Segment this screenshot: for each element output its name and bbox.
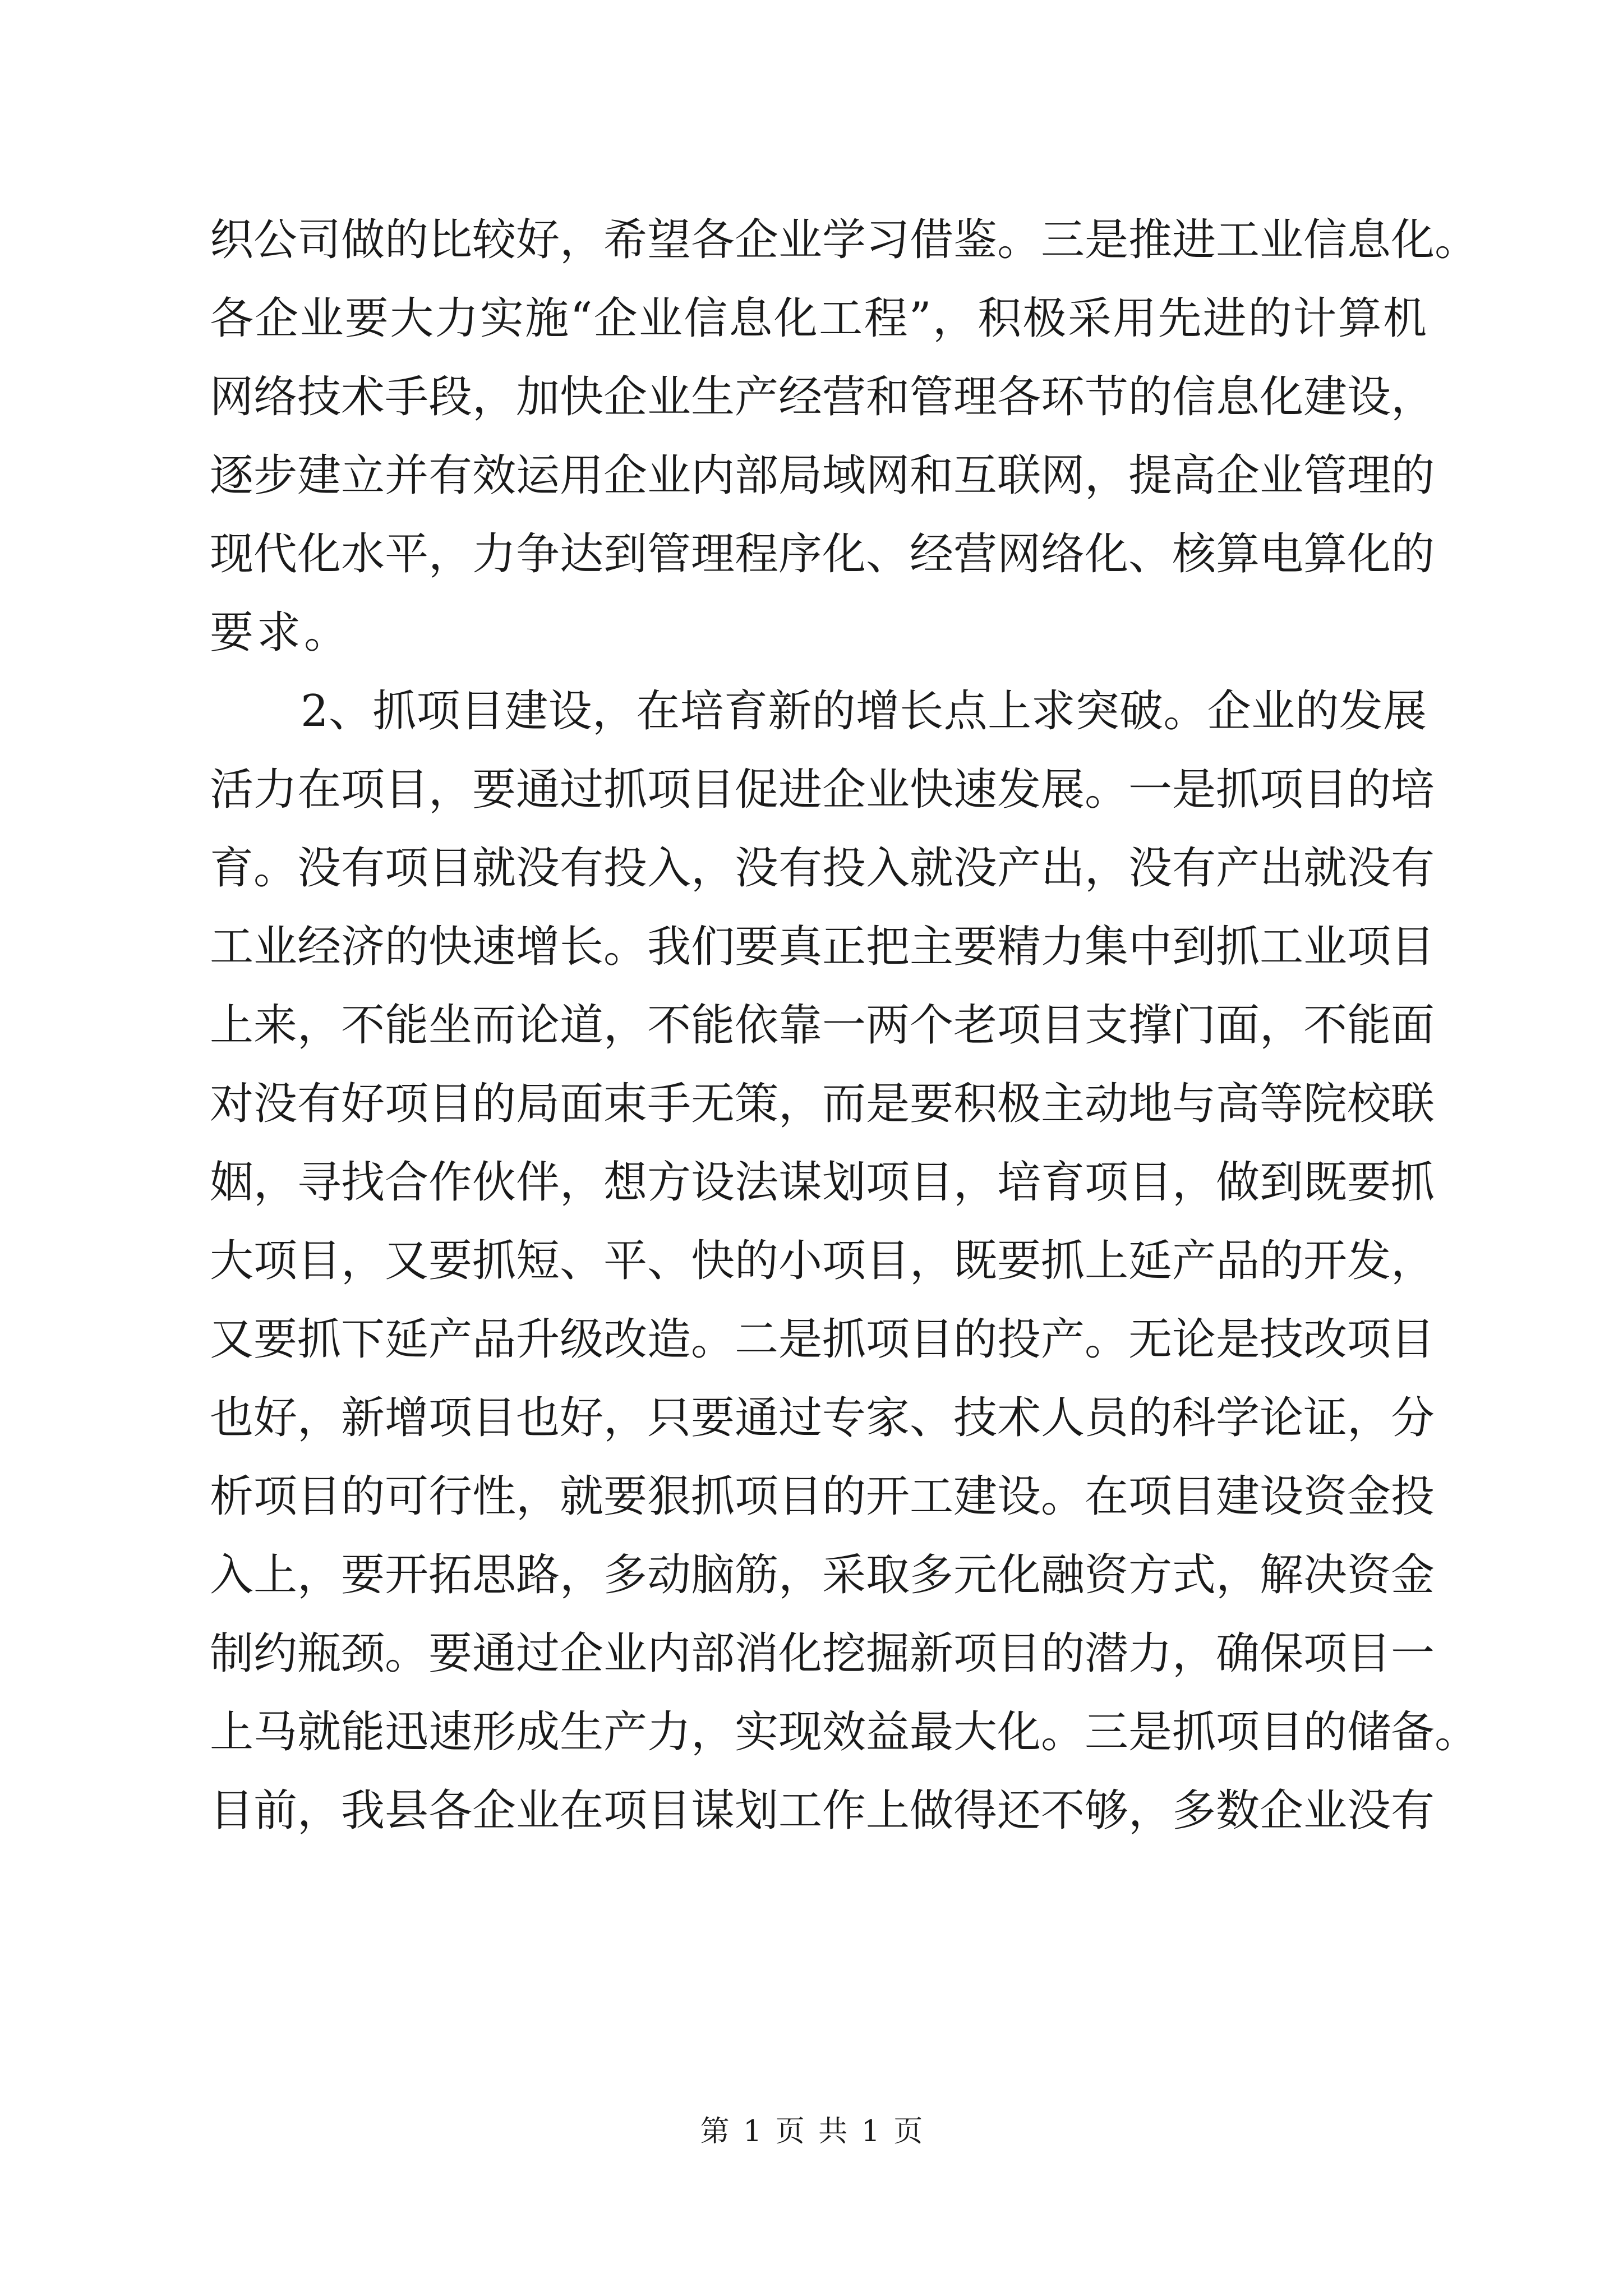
text-line-1: 织公司做的比较好，希望各企业学习借鉴。三是推进工业信息化。 xyxy=(210,215,1479,265)
text-line-9: 育。没有项目就没有投入，没有投入就没产出，没有产出就没有 xyxy=(210,843,1435,894)
text-line-4: 逐步建立并有效运用企业内部局域网和互联网，提高企业管理的 xyxy=(210,450,1435,501)
text-line-2: 各企业要大力实施“企业信息化工程”，积极采用先进的计算机 xyxy=(210,293,1427,344)
text-line-8: 活力在项目，要通过抓项目促进企业快速发展。一是抓项目的培 xyxy=(210,765,1435,815)
paragraph-2-first-line: 2、抓项目建设，在培育新的增长点上求突破。企业的发展 xyxy=(301,686,1427,737)
text-line-15: 又要抓下延产品升级改造。二是抓项目的投产。无论是技改项目 xyxy=(210,1314,1435,1365)
text-line-6: 要求。 xyxy=(210,608,352,658)
text-line-21: 目前，我县各企业在项目谋划工作上做得还不够，多数企业没有 xyxy=(210,1786,1435,1836)
text-line-16: 也好，新增项目也好，只要通过专家、技术人员的科学论证，分 xyxy=(210,1393,1435,1443)
text-line-18: 入上，要开拓思路，多动脑筋，采取多元化融资方式，解决资金 xyxy=(210,1550,1435,1600)
text-line-14: 大项目，又要抓短、平、快的小项目，既要抓上延产品的开发， xyxy=(210,1236,1435,1286)
text-line-3: 网络技术手段，加快企业生产经营和管理各环节的信息化建设， xyxy=(210,372,1435,422)
text-line-5: 现代化水平，力争达到管理程序化、经营网络化、核算电算化的 xyxy=(210,529,1435,579)
text-line-13: 姻，寻找合作伙伴，想方设法谋划项目，培育项目，做到既要抓 xyxy=(210,1157,1435,1208)
text-line-12: 对没有好项目的局面束手无策，而是要积极主动地与高等院校联 xyxy=(210,1079,1435,1129)
text-line-10: 工业经济的快速增长。我们要真正把主要精力集中到抓工业项目 xyxy=(210,922,1435,972)
page-footer: 第 1 页 共 1 页 xyxy=(700,2115,923,2148)
text-line-17: 析项目的可行性，就要狠抓项目的开工建设。在项目建设资金投 xyxy=(210,1471,1435,1522)
text-line-11: 上来，不能坐而论道，不能依靠一两个老项目支撑门面，不能面 xyxy=(210,1000,1435,1051)
text-line-20: 上马就能迅速形成生产力，实现效益最大化。三是抓项目的储备。 xyxy=(210,1707,1479,1757)
text-line-19: 制约瓶颈。要通过企业内部消化挖掘新项目的潜力，确保项目一 xyxy=(210,1628,1435,1679)
